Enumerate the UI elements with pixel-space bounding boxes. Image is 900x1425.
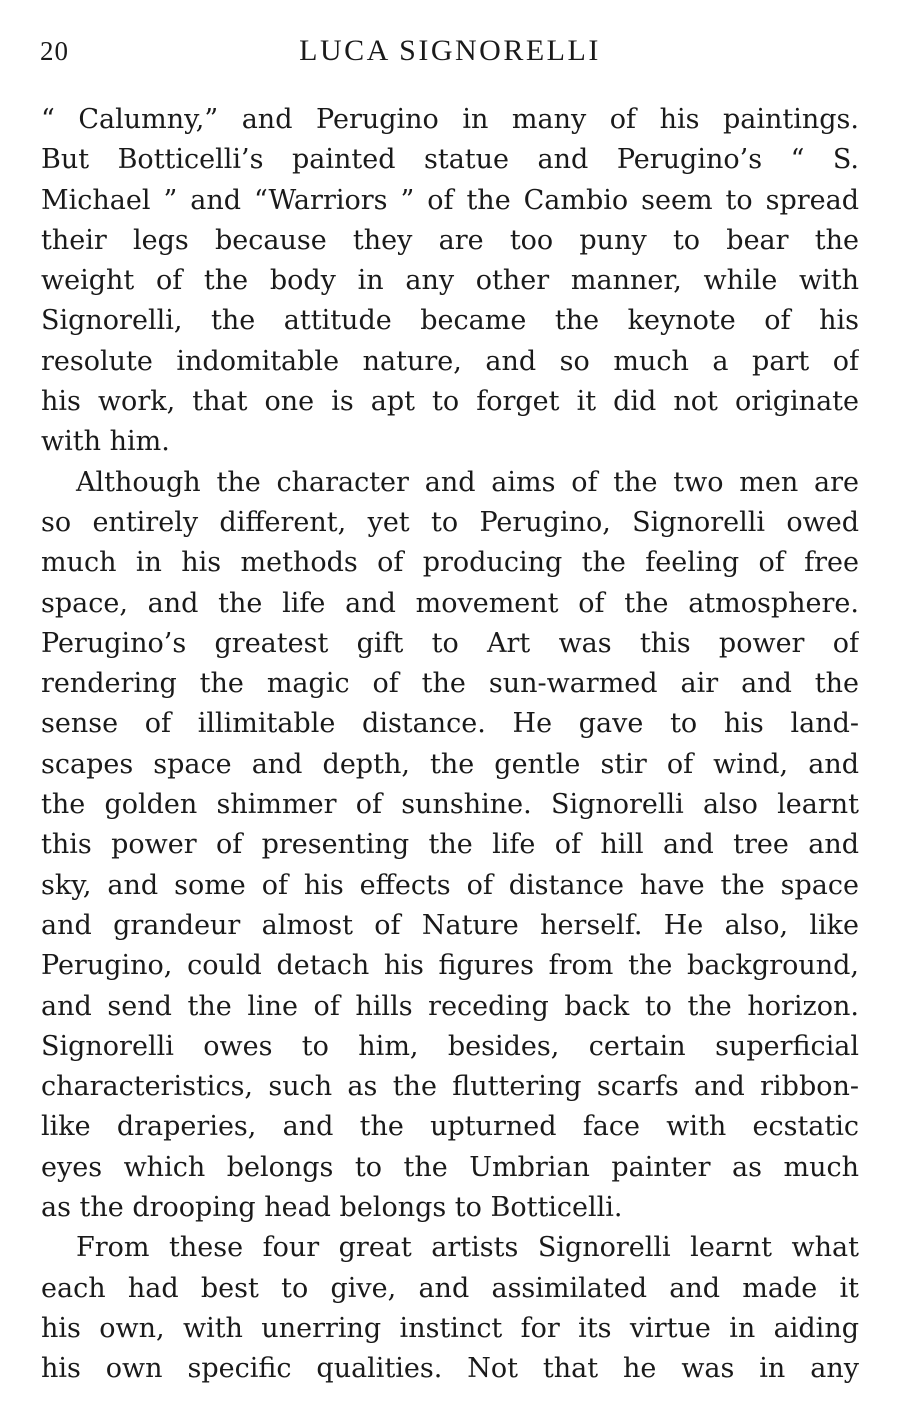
text-line: Although the character and aims of the two men are <box>76 466 859 498</box>
text-line: Signorelli, the attitude became the keynote of his <box>41 305 859 337</box>
text-line: But Botticelli’s painted statue and Perugino’s “ S. <box>41 144 859 176</box>
text-line: Perugino, could detach his figures from the background, <box>41 950 859 982</box>
text-line: Signorelli owes to him, besides, certain superficial <box>41 1030 859 1062</box>
text-line: each had best to give, and assimilated and made it <box>41 1272 859 1304</box>
text-line: their legs because they are too puny to bear the <box>41 224 859 256</box>
text-line: rendering the magic of the sun-warmed air and the <box>41 668 859 700</box>
text-line: space, and the life and movement of the atmosphere. <box>41 587 859 619</box>
text-line: scapes space and depth, the gentle stir of wind, and <box>41 748 859 780</box>
text-line: so entirely different, yet to Perugino, Signorelli owed <box>41 506 859 538</box>
text-line: characteristics, such as the fluttering scarfs and ribbon- <box>41 1071 859 1103</box>
running-head <box>40 30 860 74</box>
text-line: weight of the body in any other manner, while with <box>41 265 859 297</box>
text-line: sense of illimitable distance. He gave to his land- <box>41 708 859 740</box>
text-line: the golden shimmer of sunshine. Signorelli also learnt <box>41 789 859 821</box>
text-line: like draperies, and the upturned face with ecstatic <box>41 1111 859 1143</box>
text-line: “ Calumny,” and Perugino in many of his paintings. <box>41 104 859 135</box>
page-number: 20 <box>40 36 69 66</box>
text-line: his own specific qualities. Not that he was in any <box>41 1353 859 1385</box>
text-line: Perugino’s greatest gift to Art was this power of <box>41 627 859 659</box>
running-title: LUCA SIGNORELLI <box>299 34 601 67</box>
body-text <box>41 100 859 1390</box>
text-line: his own, with unerring instinct for its virtue in aiding <box>41 1312 859 1344</box>
text-line: his work, that one is apt to forget it did not originate <box>41 386 859 418</box>
text-line: From these four great artists Signorelli learnt what <box>76 1232 859 1264</box>
text-line: much in his methods of producing the feeling of free <box>41 547 859 579</box>
text-line: resolute indomitable nature, and so much a part of <box>41 345 859 377</box>
text-line: sky, and some of his effects of distance have the space <box>41 869 859 901</box>
text-line: this power of presenting the life of hill and tree and <box>41 829 859 861</box>
text-line: eyes which belongs to the Umbrian painter as much <box>41 1151 859 1183</box>
text-line: and send the line of hills receding back to the horizon. <box>41 990 859 1022</box>
text-line: and grandeur almost of Nature herself. He also, like <box>41 909 859 941</box>
text-line: with him. <box>41 426 170 458</box>
text-line: Michael ” and “Warriors ” of the Cambio seem to spread <box>41 184 859 216</box>
text-line: as the drooping head belongs to Botticelli. <box>41 1192 623 1224</box>
